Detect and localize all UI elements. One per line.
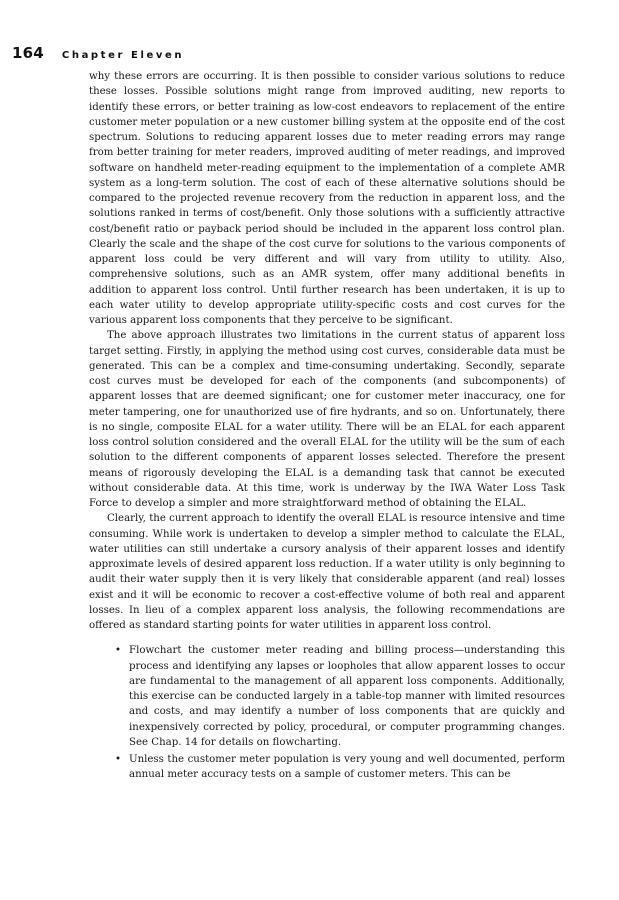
bullet-icon: • [115, 645, 122, 657]
paragraph-continued: why these errors are occurring. It is then possible to consider various solutions to reduce these losses. Possible solutions might range from improved auditing, new reports to identify these errors, or better training as low-cost endeavors to replacement of the entire customer meter population or a new customer billing system at the opposite end of the cost spectrum. Solutions to reducing apparent losses due to meter reading errors may range from better training for meter readers, improved auditing of meter readings, and improved software on handheld meter-reading equipment to the implementation of a complete AMR system as a long-term solution. The cost of each of these alternative solutions should be compared to the projected revenue recovery from the reduction in apparent loss, and the solutions ranked in terms of cost/benefit. Only those solutions with a sufficiently attractive cost/benefit ratio or payback period should be included in the apparent loss control plan. Clearly the scale and the shape of the cost curve for solutions to the various components of apparent loss could be very different and will vary from utility to utility. Also, comprehensive solutions, such as an AMR system, offer many additional benefits in addition to apparent loss control. Until further research has been undertaken, it is up to each water utility to develop appropriate utility-specific costs and cost curves for the various apparent loss components that they perceive to be significant. [89, 71, 565, 326]
body-text [89, 69, 565, 785]
list-item-text: Flowchart the customer meter reading and billing process—understanding this process and identifying any lapses or loopholes that allow apparent losses to occur are fundamental to the management of all apparent loss components. Additionally, this exercise can be conducted largely in a table-top manner with limited resources and costs, and may identify a number of loss components that are quickly and inexpensively corrected by policy, procedural, or computer programming changes. See Chap. 14 for details on flowcharting. [129, 645, 565, 748]
paragraph-limitations: The above approach illustrates two limitations in the current status of apparent loss target setting. Firstly, in applying the method using cost curves, considerable data must be generated. This can be a complex and time-consuming undertaking. Secondly, separate cost curves must be developed for each of the components (and subcomponents) of apparent losses that are deemed significant; one for customer meter inaccuracy, one for meter tampering, one for unauthorized use of fire hydrants, and so on. Unfortunately, there is no single, composite ELAL for a water utility. There will be an ELAL for each apparent loss control solution considered and the overall ELAL for the utility will be the sum of each solution to the different components of apparent losses selected. Therefore the present means of rigorously developing the ELAL is a demanding task that cannot be executed without considerable data. At this time, work is underway by the IWA Water Loss Task Force to develop a simpler and more straightforward method of obtaining the ELAL. [89, 330, 565, 509]
chapter-title: Chapter Eleven [61, 50, 185, 61]
list-item [115, 643, 565, 750]
list-item [115, 752, 565, 783]
paragraph-recommendations: Clearly, the current approach to identify the overall ELAL is resource intensive and time consuming. While work is undertaken to develop a simpler method to calculate the ELAL, water utilities can still undertake a cursory analysis of their apparent losses and identify approximate levels of desired apparent loss reduction. If a water utility is only beginning to audit their water supply then it is very likely that considerable apparent (and real) losses exist and it will be economic to recover a cost-effective volume of both real and apparent losses. In lieu of a complex apparent loss analysis, the following recommendations are offered as standard starting points for water utilities in apparent loss control. [89, 513, 565, 631]
list-item-text: Unless the customer meter population is very young and well documented, perform annual meter accuracy tests on a sample of customer meters. This can be [129, 754, 565, 781]
recommendation-list [89, 643, 565, 782]
running-header [12, 44, 184, 62]
bullet-icon: • [115, 754, 122, 765]
page-number: 164 [12, 44, 44, 62]
